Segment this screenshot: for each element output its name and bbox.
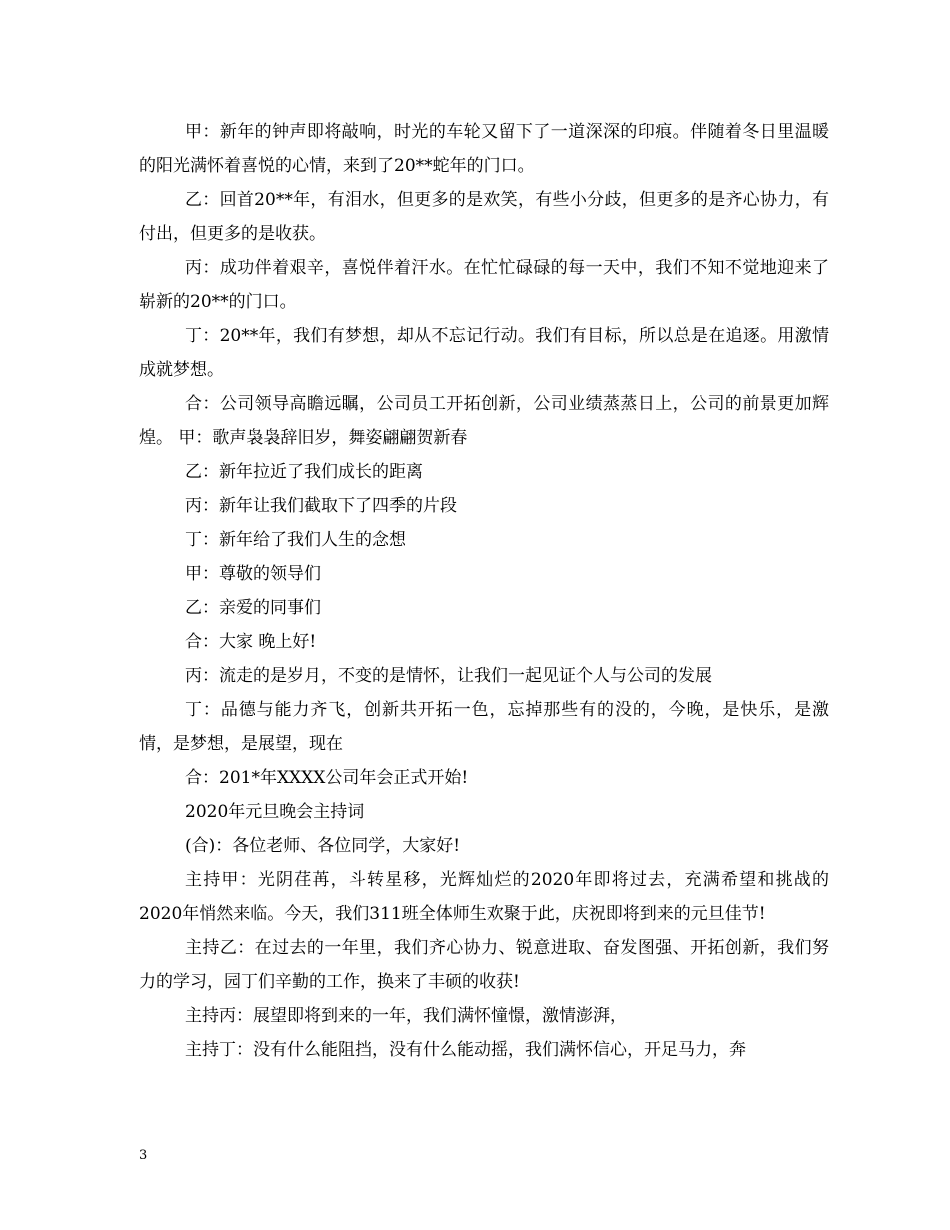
paragraph-1: 甲：新年的钟声即将敲响，时光的车轮又留下了一道深深的印痕。伴随着冬日里温暖的阳光满怀着喜悦的心情，来到了20**蛇年的门口。	[139, 122, 829, 176]
paragraph-5: 合：公司领导高瞻远瞩，公司员工开拓创新，公司业绩蒸蒸日上，公司的前景更加辉煌。 甲：歌声袅袅辞旧岁，舞姿翩翩贺新春	[139, 394, 829, 448]
paragraph-19: 主持丙：展望即将到来的一年，我们满怀憧憬，激情澎湃，	[185, 1006, 627, 1026]
paragraph-13: 丁：品德与能力齐飞，创新共开拓一色，忘掉那些有的没的，今晚，是快乐，是激情，是梦想，是展望，现在	[139, 700, 829, 754]
paragraph-20: 主持丁：没有什么能阻挡，没有什么能动摇，我们满怀信心，开足马力，奔	[185, 1040, 746, 1060]
paragraph-7: 丙：新年让我们截取下了四季的片段	[185, 496, 457, 516]
section-title: 2020年元旦晚会主持词	[185, 802, 365, 822]
paragraph-12: 丙：流走的是岁月，不变的是情怀，让我们一起见证个人与公司的发展	[185, 666, 712, 686]
paragraph-8: 丁：新年给了我们人生的念想	[185, 530, 406, 550]
paragraph-4: 丁：20**年，我们有梦想，却从不忘记行动。我们有目标，所以总是在追逐。用激情成就梦想。	[139, 326, 829, 380]
paragraph-9: 甲：尊敬的领导们	[185, 564, 321, 584]
document-body	[139, 115, 829, 1067]
paragraph-3: 丙：成功伴着艰辛，喜悦伴着汗水。在忙忙碌碌的每一天中，我们不知不觉地迎来了崭新的20**的门口。	[139, 258, 829, 312]
paragraph-2: 乙：回首20**年，有泪水，但更多的是欢笑，有些小分歧，但更多的是齐心协力，有付出，但更多的是收获。	[139, 190, 829, 244]
paragraph-18: 主持乙：在过去的一年里，我们齐心协力、锐意进取、奋发图强、开拓创新，我们努力的学习，园丁们辛勤的工作，换来了丰硕的收获!	[139, 938, 829, 992]
page-number: 3	[139, 1148, 148, 1163]
paragraph-6: 乙：新年拉近了我们成长的距离	[185, 462, 423, 482]
paragraph-14: 合：201*年XXXX公司年会正式开始!	[185, 768, 469, 788]
paragraph-11: 合：大家 晚上好!	[185, 632, 317, 652]
paragraph-17: 主持甲：光阴荏苒，斗转星移，光辉灿烂的2020年即将过去，充满希望和挑战的2020年悄然来临。今天，我们311班全体师生欢聚于此，庆祝即将到来的元旦佳节!	[139, 870, 829, 924]
paragraph-16: (合)：各位老师、各位同学，大家好!	[185, 836, 461, 856]
paragraph-10: 乙：亲爱的同事们	[185, 598, 321, 618]
